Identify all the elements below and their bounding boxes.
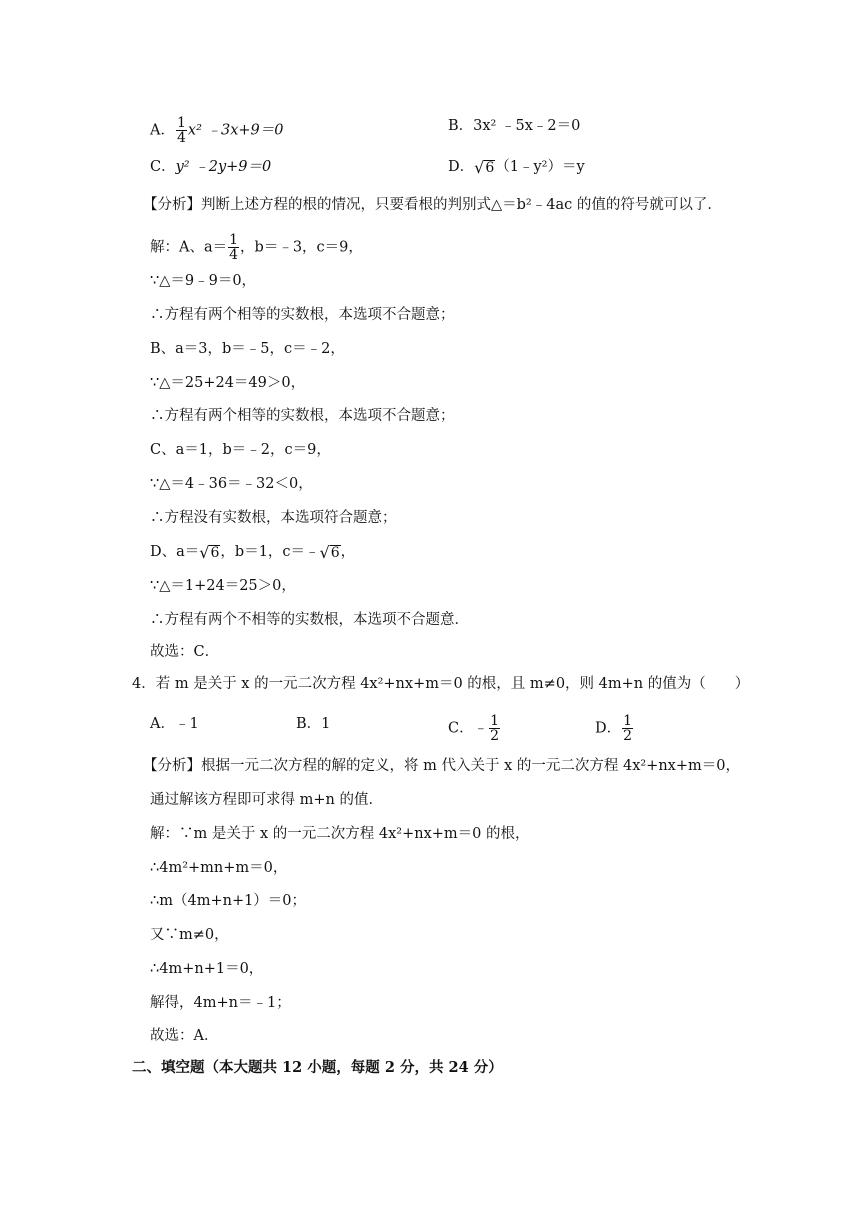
q4-analysis-line1: 【分析】根据一元二次方程的解的定义，将 m 代入关于 x 的一元二次方程 4x²+nx+m＝0， bbox=[143, 758, 740, 774]
q3-analysis: 【分析】判断上述方程的根的情况，只要看根的判别式△＝b²﹣4ac 的值的符号就可以了． bbox=[143, 197, 722, 213]
denominator: 2 bbox=[623, 728, 633, 744]
option-b-text: 3x² ﹣5x﹣2＝0 bbox=[473, 118, 581, 134]
q4-solution-line3: ∴m（4m+n+1）＝0； bbox=[150, 893, 307, 909]
q3-answer: 故选：C． bbox=[150, 644, 220, 660]
q3-d-conclusion: ∴方程有两个不相等的实数根，本选项不合题意． bbox=[150, 612, 469, 628]
option-c-text: y² ﹣2y+9＝0 bbox=[175, 159, 272, 175]
q3-a-delta: ∵△＝9﹣9＝0， bbox=[150, 273, 257, 289]
q4-solution-line6: 解得，4m+n＝﹣1； bbox=[150, 995, 291, 1011]
d-middle: ，b＝1，c＝﹣ bbox=[220, 544, 320, 560]
numerator: 1 bbox=[176, 115, 186, 131]
q4-stem: 4．若 m 是关于 x 的一元二次方程 4x²+nx+m＝0 的根，且 m≠0，则 4m+n 的值为（ ） bbox=[132, 676, 750, 692]
radicand: 6 bbox=[485, 160, 495, 176]
minus-sign: ﹣ bbox=[473, 720, 489, 737]
option-label: C． bbox=[150, 159, 176, 175]
q4-option-d bbox=[595, 714, 634, 743]
numerator: 1 bbox=[623, 713, 633, 729]
sqrt-six: √ 6 bbox=[319, 543, 340, 562]
q3-b-conclusion: ∴方程有两个相等的实数根，本选项不合题意； bbox=[150, 408, 455, 424]
q4-option-c bbox=[448, 714, 501, 743]
option-label: A． bbox=[150, 122, 175, 139]
q3-option-b bbox=[448, 116, 580, 136]
fraction-half bbox=[622, 714, 633, 743]
denominator: 4 bbox=[176, 130, 186, 146]
q4-solution-line4: 又∵m≠0， bbox=[150, 927, 229, 943]
option-d-text: （1﹣y²）＝y bbox=[495, 159, 585, 175]
option-label: A． bbox=[150, 716, 175, 732]
option-label: B． bbox=[448, 118, 474, 134]
sol-a-suffix: ，b＝﹣3，c＝9， bbox=[240, 239, 363, 256]
q3-b-delta: ∵△＝25+24＝49＞0， bbox=[150, 375, 306, 391]
numerator: 1 bbox=[229, 232, 239, 248]
sol-a-prefix: 解：A、a＝ bbox=[150, 239, 228, 256]
q4-solution-line2: ∴4m²+mn+m＝0， bbox=[150, 860, 288, 876]
radicand: 6 bbox=[210, 545, 220, 561]
option-a-text: x² ﹣3x+9＝0 bbox=[187, 122, 284, 139]
section-heading: 二、填空题（本大题共 12 小题，每题 2 分，共 24 分） bbox=[132, 1059, 503, 1076]
q4-answer: 故选：A． bbox=[150, 1028, 219, 1044]
q3-c-conclusion: ∴方程没有实数根，本选项符合题意； bbox=[150, 510, 397, 526]
radicand: 6 bbox=[330, 545, 340, 561]
q3-d-delta: ∵△＝1+24＝25＞0， bbox=[150, 578, 296, 594]
q3-c-values: C、a＝1，b＝﹣2，c＝9， bbox=[150, 442, 331, 458]
sqrt-six: √ 6 bbox=[474, 158, 495, 177]
q3-a-conclusion: ∴方程有两个相等的实数根，本选项不合题意； bbox=[150, 307, 455, 323]
option-label: D． bbox=[448, 159, 475, 175]
fraction-quarter bbox=[228, 233, 239, 262]
q3-option-c bbox=[150, 157, 271, 177]
q3-d-values bbox=[150, 542, 355, 562]
option-label: C． bbox=[448, 720, 474, 737]
q4-analysis-line2: 通过解该方程即可求得 m+n 的值． bbox=[150, 792, 383, 808]
q4-option-a bbox=[150, 714, 199, 734]
denominator: 4 bbox=[229, 247, 239, 263]
option-label: D． bbox=[595, 720, 622, 737]
option-label: B． bbox=[296, 716, 322, 732]
q4-option-b bbox=[296, 714, 330, 734]
fraction-half bbox=[489, 714, 500, 743]
q3-option-a bbox=[150, 116, 284, 145]
denominator: 2 bbox=[490, 728, 500, 744]
q4-solution-line1: 解：∵m 是关于 x 的一元二次方程 4x²+nx+m＝0 的根， bbox=[150, 826, 530, 842]
option-a-value: ﹣1 bbox=[174, 716, 199, 732]
q3-b-values: B、a＝3，b＝﹣5，c＝﹣2， bbox=[150, 341, 345, 357]
fraction-quarter bbox=[176, 116, 187, 145]
q4-solution-line5: ∴4m+n+1＝0， bbox=[150, 961, 264, 977]
option-b-value: 1 bbox=[321, 716, 331, 732]
d-prefix: D、a＝ bbox=[150, 544, 200, 560]
numerator: 1 bbox=[490, 713, 500, 729]
sqrt-six: √ 6 bbox=[199, 543, 220, 562]
q3-option-d bbox=[448, 157, 585, 177]
d-suffix: ， bbox=[340, 544, 356, 560]
q3-c-delta: ∵△＝4﹣36＝﹣32＜0， bbox=[150, 476, 313, 492]
q3-sol-a bbox=[150, 233, 363, 262]
